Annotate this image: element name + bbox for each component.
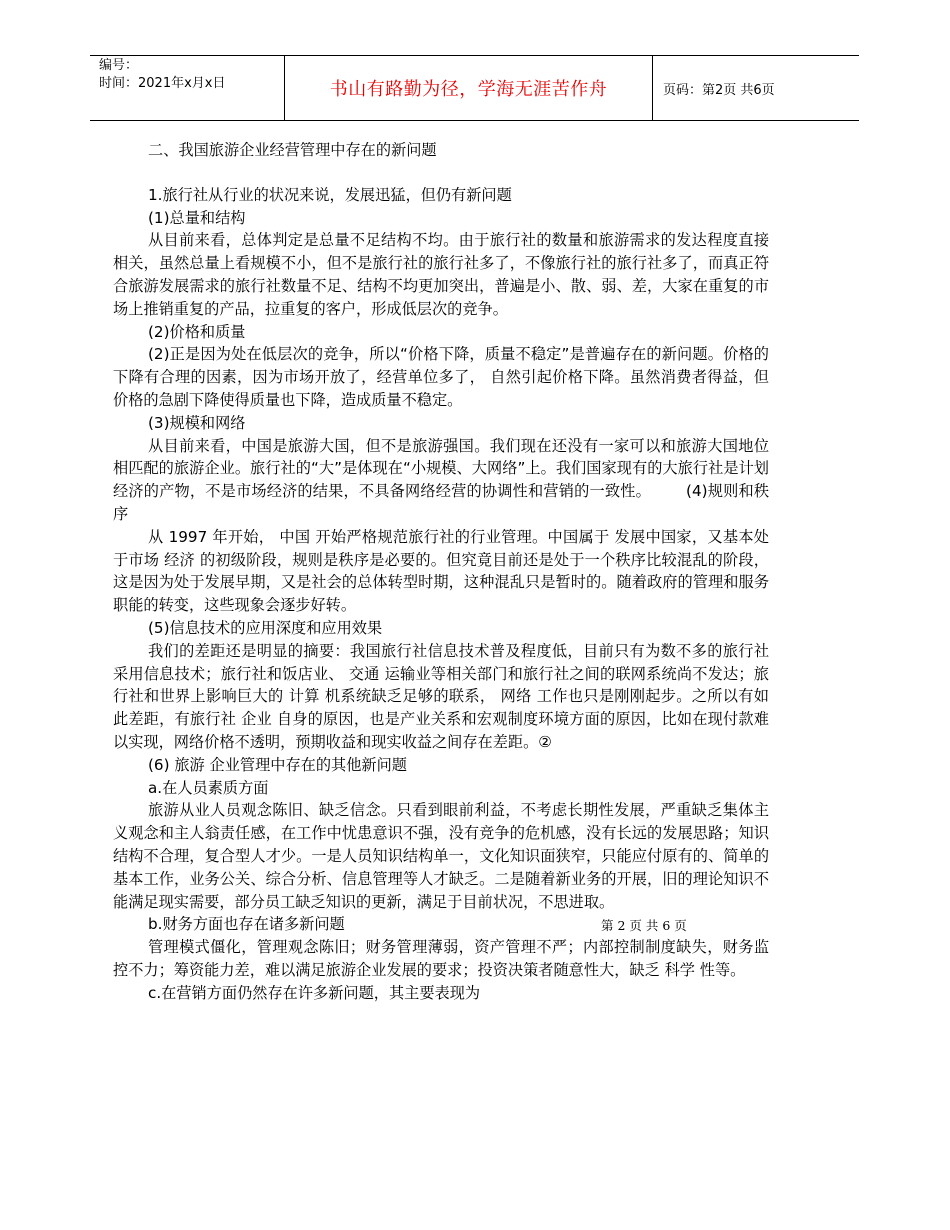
page-header: [90, 55, 859, 121]
item-5-heading: (5)信息技术的应用深度和应用效果: [148, 618, 383, 637]
paragraph-3-text: 从目前来看，中国是旅游大国，但不是旅游强国。我们现在还没有一家可以和旅游大国地位相匹配的旅游企业。旅行社的“大”是体现在“小规模、大网络”上。我们国家现有的大旅行社是计划经济的产物，不是市场经济的结果，不具备网络经营的协调性和营销的一致性。: [113, 436, 769, 501]
item-1-heading: (1)总量和结构: [148, 208, 246, 227]
item-3-heading: (3)规模和网络: [148, 413, 246, 432]
page-label: 页码：第2页 共6页: [663, 82, 775, 98]
item-2-heading: (2)价格和质量: [148, 322, 246, 341]
item-b-line: [113, 913, 769, 936]
paragraph-b: 管理模式僵化，管理观念陈旧；财务管理薄弱，资产管理不严；内部控制制度缺失，财务监控不力；筹资能力差，难以满足旅游企业发展的要求；投资决策者随意性大，缺乏 科学 性等。: [113, 938, 769, 979]
item-4-heading: (4)规则和秩序: [113, 482, 770, 523]
paragraph-1: 从目前来看，总体判定是总量不足结构不均。由于旅行社的数量和旅游需求的发达程度直接相关，虽然总量上看规模不小，但不是旅行社的旅行社多了，不像旅行社的旅行社多了，而真正符合旅游发展需求的旅行社数量不足、结构不均更加突出，普遍是小、散、弱、差，大家在重复的市场上推销重复的产品，拉重复的客户，形成低层次的竞争。: [113, 231, 769, 318]
item-a-heading: a.在人员素质方面: [148, 778, 269, 797]
header-meta: [90, 56, 285, 120]
time-label: 时间：2021年x月x日: [99, 76, 226, 91]
item-6-heading: (6) 旅游 企业管理中存在的其他新问题: [148, 755, 407, 774]
paragraph-a: 旅游从业人员观念陈旧、缺乏信念。只看到眼前利益，不考虑长期性发展，严重缺乏集体主义观念和主人翁责任感，在工作中忧患意识不强，没有竞争的危机感，没有长远的发展思路；知识结构不合理，复合型人才少。一是人员知识结构单一，文化知识面狭窄，只能应付原有的、简单的基本工作，业务公关、综合分析、信息管理等人才缺乏。二是随着新业务的开展，旧的理论知识不能满足现实需要，部分员工缺乏知识的更新，满足于目前状况，不思进取。: [113, 801, 769, 911]
paragraph-2: (2)正是因为处在低层次的竞争，所以“价格下降，质量不稳定”是普遍存在的新问题。价格的下降有合理的因素，因为市场开放了，经营单位多了， 自然引起价格下降。虽然消费者得益，但价格的急剧下降使得质量也下降，造成质量不稳定。: [113, 345, 769, 409]
paragraph-c: c.在营销方面仍然存在许多新问题，其主要表现为: [148, 983, 481, 1002]
page-footer: 第 2 页 共 6 页: [601, 918, 687, 934]
motto: 书山有路勤为径，学海无涯苦作舟: [285, 56, 653, 120]
subsection-1-heading: 1.旅行社从行业的状况来说，发展迅猛，但仍有新问题: [148, 185, 512, 204]
paragraph-4: 从 1997 年开始， 中国 开始严格规范旅行社的行业管理。中国属于 发展中国家，又基本处于市场 经济 的初级阶段，规则是秩序是必要的。但究竟目前还是处于一个秩序比较混乱的阶段，这是因为处于发展早期，又是社会的总体转型时期，这种混乱只是暂时的。随着政府的管理和服务职能的转变，这些现象会逐步好转。: [113, 527, 769, 615]
item-b-heading: b.财务方面也存在诸多新问题: [148, 915, 345, 934]
paragraph-3: [113, 435, 769, 526]
number-label: 编号：: [99, 58, 139, 73]
section-title: 二、我国旅游企业经营管理中存在的新问题: [148, 141, 437, 159]
document-body: [113, 139, 769, 1004]
paragraph-5: 我们的差距还是明显的摘要：我国旅行社信息技术普及程度低，目前只有为数不多的旅行社采用信息技术；旅行社和饭店业、 交通 运输业等相关部门和旅行社之间的联网系统尚不发达；旅行社和世界上影响巨大的 计算 机系统缺乏足够的联系， 网络 工作也只是刚刚起步。之所以有如此差距，有旅行社 企业 自身的原因，也是产业关系和宏观制度环境方面的原因，比如在现付款难以实现，网络价格不透明，预期收益和现实收益之间存在差距。②: [113, 641, 769, 751]
